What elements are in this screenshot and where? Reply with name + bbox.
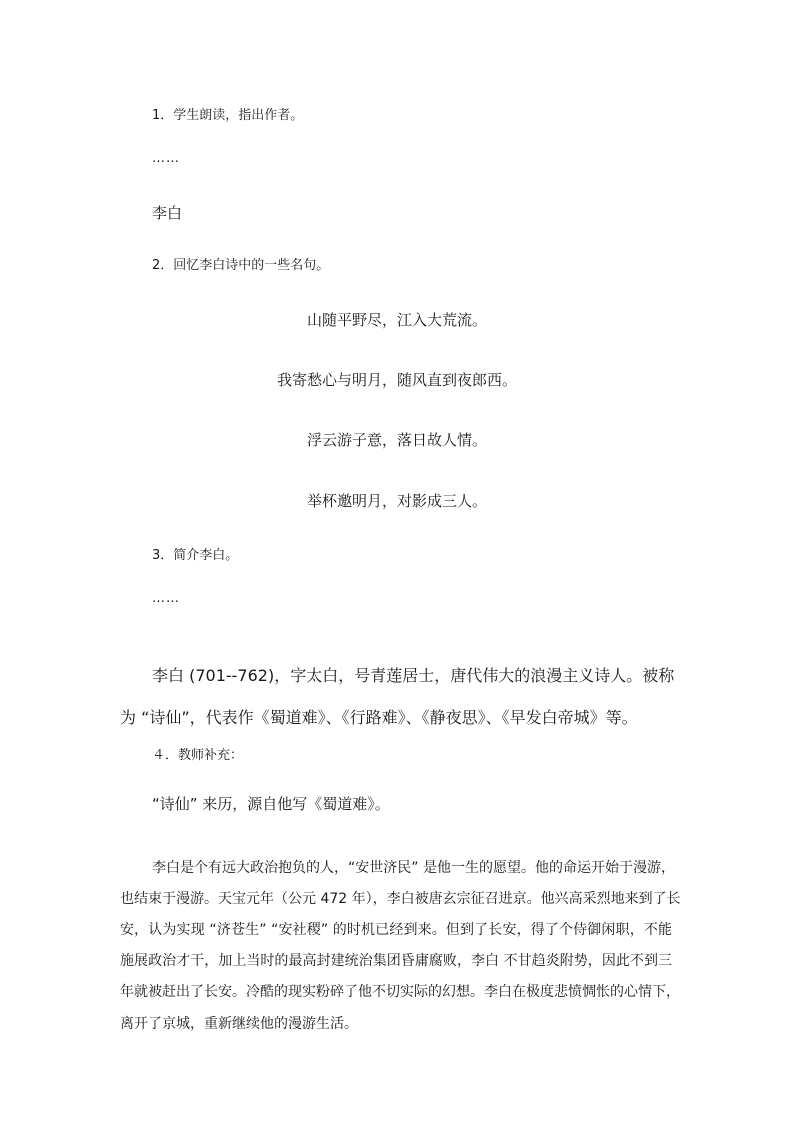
intro-line: 李白 (701--762)，字太白，号青莲居士，唐代伟大的浪漫主义诗人。被称: [152, 666, 675, 685]
poem-line: 举杯邀明月，对影成三人。: [306, 492, 487, 510]
bio-line: 年就被赶出了长安。冷酷的现实粉碎了他不切实际的幻想。李白在极度悲愤惆怅的心情下，: [120, 984, 680, 1000]
poem-line: 山随平野尽，江入大荒流。: [306, 311, 487, 329]
bio-line: 也结束于漫游。天宝元年（公元 472 年），李白被唐玄宗征召进京。他兴高采烈地来到了长: [120, 891, 681, 907]
intro-line: 为 “诗仙”，代表作《蜀道难》、《行路难》、《静夜思》、《早发白帝城》等。: [120, 708, 638, 727]
item-3-heading: 3．简介李白。: [152, 548, 239, 563]
item-1-heading: 1．学生朗读，指出作者。: [152, 108, 304, 123]
item-4-heading: ４．教师补充：: [152, 748, 244, 763]
author-answer: 李白: [152, 204, 183, 222]
ellipsis: ……: [152, 591, 180, 606]
poem-line: 浮云游子意，落日故人情。: [306, 431, 487, 449]
bio-line: 施展政治才干，加上当时的最高封建统治集团昏庸腐败，李白 不甘趋炎附势，因此不到三: [120, 953, 672, 969]
bio-line: 离开了京城，重新继续他的漫游生活。: [120, 1016, 358, 1032]
bio-line: 李白是个有远大政治抱负的人，“安世济民” 是他一生的愿望。他的命运开始于漫游，: [152, 860, 675, 876]
bio-line: 安，认为实现 “济苍生” “安社稷” 的时机已经到来。但到了长安，得了个侍御闲职，不能: [120, 922, 672, 938]
ellipsis: ……: [152, 151, 180, 166]
shixian-origin: “诗仙” 来历，源自他写《蜀道难》。: [152, 795, 390, 813]
item-2-heading: 2．回忆李白诗中的一些名句。: [152, 258, 330, 273]
poem-line: 我寄愁心与明月，随风直到夜郎西。: [276, 371, 517, 389]
